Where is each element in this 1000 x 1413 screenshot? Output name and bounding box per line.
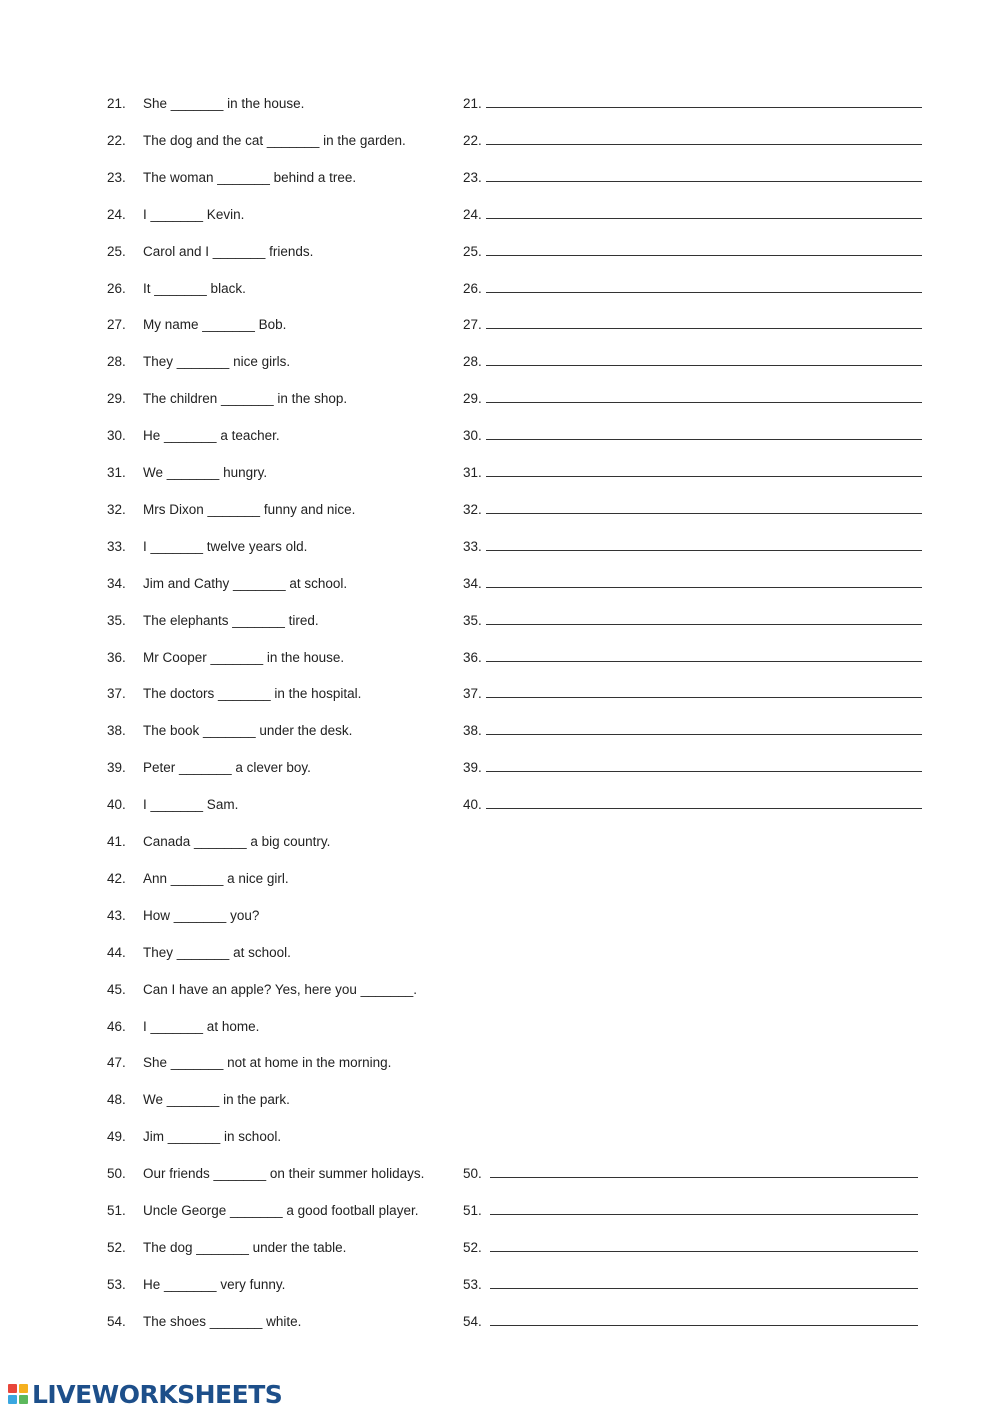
question-row [0,168,1000,188]
question-row [0,943,1000,963]
answer-line[interactable] [486,365,922,366]
answer-number: 40. [463,797,482,813]
answer-line[interactable] [486,550,922,551]
answer-number: 28. [463,354,482,370]
question-text: Canada _______ a big country. [143,834,331,849]
question-text: The book _______ under the desk. [143,723,353,739]
question-number: 32. [107,501,126,517]
logo-text: LIVEWORKSHEETS [32,1379,283,1409]
question-text: They _______ nice girls. [143,354,291,370]
answer-number: 33. [463,538,482,554]
question-row [0,869,1000,889]
answer-line[interactable] [486,734,922,735]
answer-number: 35. [463,612,482,628]
liveworksheets-logo [8,1380,282,1408]
question-text: The children _______ in the shop. [143,391,348,407]
answer-number: 51. [463,1203,482,1218]
answer-line[interactable] [486,144,922,145]
answer-number: 53. [463,1276,482,1292]
question-number: 23. [107,169,126,185]
question-row [0,1201,1000,1221]
question-row [0,1017,1000,1037]
question-row [0,279,1000,299]
answer-number: 26. [463,280,482,296]
question-row [0,574,1000,594]
question-number: 41. [107,834,126,849]
answer-line[interactable] [486,808,922,809]
logo-square-yellow [19,1384,28,1393]
question-text: It _______ black. [143,280,246,296]
answer-line[interactable] [486,587,922,588]
question-row [0,611,1000,631]
question-text: He _______ a teacher. [143,428,280,444]
question-text: The dog _______ under the table. [143,1239,347,1255]
question-number: 36. [107,649,126,665]
question-row [0,1238,1000,1258]
answer-line[interactable] [486,181,922,182]
question-row [0,389,1000,409]
question-number: 46. [107,1018,126,1034]
question-text: Jim _______ in school. [143,1129,282,1145]
question-text: Peter _______ a clever boy. [143,760,311,776]
answer-number: 38. [463,723,482,739]
question-number: 38. [107,723,126,739]
question-row [0,832,1000,852]
question-row [0,500,1000,520]
answer-line[interactable] [486,476,922,477]
question-text: They _______ at school. [143,944,291,960]
question-text: Uncle George _______ a good football player. [143,1203,419,1218]
question-row [0,1053,1000,1073]
question-number: 29. [107,391,126,407]
answer-number: 52. [463,1239,482,1255]
question-number: 28. [107,354,126,370]
answer-line[interactable] [486,661,922,662]
answer-line[interactable] [490,1325,918,1326]
answer-number: 37. [463,686,482,702]
question-row [0,684,1000,704]
answer-line[interactable] [486,292,922,293]
question-row [0,1275,1000,1295]
answer-number: 34. [463,575,482,591]
question-text: She _______ not at home in the morning. [143,1055,392,1071]
question-text: I _______ Sam. [143,797,239,813]
question-number: 47. [107,1055,126,1071]
answer-line[interactable] [486,697,922,698]
question-row [0,352,1000,372]
question-number: 52. [107,1239,126,1255]
question-text: Can I have an apple? Yes, here you _______. [143,981,417,997]
answer-line[interactable] [486,328,922,329]
question-number: 24. [107,206,126,222]
question-row [0,758,1000,778]
answer-line[interactable] [490,1214,918,1215]
answer-number: 30. [463,428,482,444]
question-row [0,906,1000,926]
question-text: Our friends _______ on their summer holidays. [143,1166,425,1182]
logo-square-green [19,1395,28,1404]
question-text: Jim and Cathy _______ at school. [143,575,348,591]
question-number: 35. [107,612,126,628]
question-number: 25. [107,243,126,259]
question-row [0,242,1000,262]
question-text: My name _______ Bob. [143,317,287,333]
question-text: Mr Cooper _______ in the house. [143,649,345,665]
question-text: The doctors _______ in the hospital. [143,686,362,702]
question-text: The elephants _______ tired. [143,612,319,628]
question-row [0,205,1000,225]
answer-line[interactable] [486,771,922,772]
answer-line[interactable] [486,513,922,514]
question-number: 45. [107,981,126,997]
question-number: 54. [107,1313,126,1329]
answer-number: 23. [463,169,482,185]
question-number: 40. [107,797,126,813]
question-text: We _______ hungry. [143,465,268,480]
question-number: 37. [107,686,126,702]
question-number: 50. [107,1166,126,1182]
question-row [0,315,1000,335]
question-row [0,537,1000,557]
question-number: 31. [107,465,126,480]
answer-line[interactable] [486,624,922,625]
question-number: 22. [107,132,126,148]
answer-number: 39. [463,760,482,776]
logo-square-red [8,1384,17,1393]
question-text: Carol and I _______ friends. [143,243,314,259]
question-number: 49. [107,1129,126,1145]
question-row [0,463,1000,483]
question-number: 51. [107,1203,126,1218]
answer-number: 22. [463,132,482,148]
question-text: I _______ Kevin. [143,206,245,222]
question-row [0,648,1000,668]
answer-number: 25. [463,243,482,259]
question-row [0,1164,1000,1184]
answer-number: 29. [463,391,482,407]
question-number: 21. [107,96,126,111]
answer-line[interactable] [486,402,922,403]
answer-number: 32. [463,501,482,517]
question-number: 53. [107,1276,126,1292]
logo-square-blue [8,1395,17,1404]
question-text: Mrs Dixon _______ funny and nice. [143,501,356,517]
question-number: 27. [107,317,126,333]
question-row [0,1127,1000,1147]
question-row [0,1090,1000,1110]
answer-number: 27. [463,317,482,333]
question-text: Ann _______ a nice girl. [143,870,289,886]
answer-line[interactable] [490,1288,918,1289]
question-text: We _______ in the park. [143,1092,290,1108]
question-text: She _______ in the house. [143,96,305,111]
answer-line[interactable] [486,255,922,256]
liveworksheets-logo-icon [8,1384,28,1404]
question-row [0,131,1000,151]
question-number: 39. [107,760,126,776]
question-number: 43. [107,907,126,923]
answer-number: 54. [463,1313,482,1329]
answer-number: 36. [463,649,482,665]
answer-number: 24. [463,206,482,222]
question-text: He _______ very funny. [143,1276,286,1292]
answer-number: 21. [463,96,482,111]
question-number: 34. [107,575,126,591]
question-number: 30. [107,428,126,444]
question-row [0,426,1000,446]
answer-line[interactable] [486,218,922,219]
question-number: 48. [107,1092,126,1108]
answer-line[interactable] [486,439,922,440]
question-row [0,721,1000,741]
question-text: How _______ you? [143,907,260,923]
question-number: 44. [107,944,126,960]
answer-number: 50. [463,1166,482,1182]
question-text: I _______ at home. [143,1018,260,1034]
question-text: The woman _______ behind a tree. [143,169,357,185]
question-number: 26. [107,280,126,296]
question-text: I _______ twelve years old. [143,538,308,554]
question-number: 33. [107,538,126,554]
question-row [0,1312,1000,1332]
question-text: The dog and the cat _______ in the garden. [143,132,406,148]
answer-line[interactable] [486,107,922,108]
answer-line[interactable] [490,1177,918,1178]
question-row [0,94,1000,114]
question-number: 42. [107,870,126,886]
question-row [0,795,1000,815]
question-text: The shoes _______ white. [143,1313,302,1329]
question-row [0,980,1000,1000]
answer-number: 31. [463,465,482,480]
answer-line[interactable] [490,1251,918,1252]
